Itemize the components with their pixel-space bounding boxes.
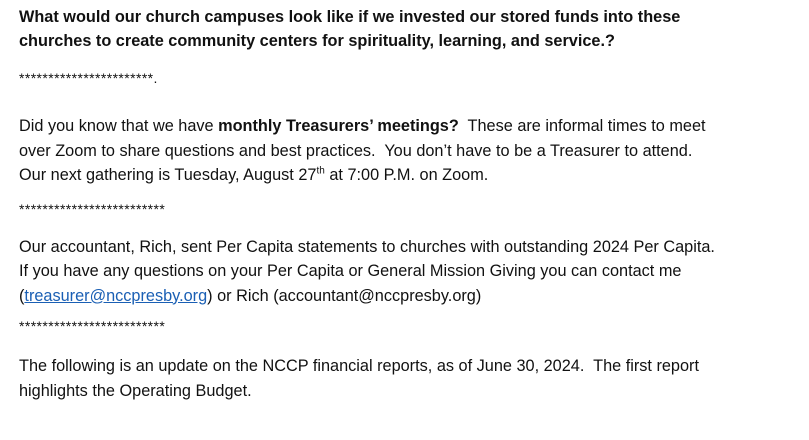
date-ordinal-suffix: th [316, 165, 325, 177]
accountant-contact-text: ) or Rich (accountant@nccpresby.org) [207, 286, 482, 305]
separator-2: ************************* [19, 200, 166, 217]
per-capita-line-2: If you have any questions on your Per Capita or General Mission Giving you can contact me [19, 262, 682, 280]
treasurers-line-1 [19, 114, 804, 139]
per-capita-paragraph [19, 235, 804, 309]
separator-1: ***********************. [19, 70, 158, 86]
treasurers-line-3 [19, 163, 804, 188]
treasurers-meeting-paragraph [19, 114, 804, 188]
treasurers-line-2: over Zoom to share questions and best practices. You don’t have to be a Treasurer to attend. [19, 141, 693, 160]
treasurer-email-link[interactable]: treasurer@nccpresby.org [24, 286, 208, 305]
gathering-time-text: at 7:00 P.M. on Zoom. [324, 166, 489, 184]
paren-open: ( [19, 286, 25, 305]
per-capita-line-3 [19, 284, 804, 309]
newsletter-document [19, 5, 804, 403]
separator-3: ************************* [19, 318, 166, 334]
treasurers-intro: Did you know that we have [19, 117, 219, 135]
financial-report-paragraph [19, 354, 804, 403]
heading-line-1: What would our church campuses look like if we invested our stored funds into these [19, 8, 681, 26]
per-capita-line-1: Our accountant, Rich, sent Per Capita statements to churches with outstanding 2024 Per Capita. [19, 237, 715, 256]
financial-line-1: The following is an update on the NCCP financial reports, as of June 30, 2024. The first report [19, 357, 699, 375]
treasurers-bold-text: monthly Treasurers’ meetings? [218, 117, 459, 135]
treasurers-rest: These are informal times to meet [458, 117, 706, 135]
gathering-date-text: Our next gathering is Tuesday, August 27 [19, 166, 317, 184]
financial-line-2: highlights the Operating Budget. [19, 381, 252, 400]
campus-question-heading [19, 5, 804, 53]
heading-line-2: churches to create community centers for spirituality, learning, and service.? [19, 32, 615, 50]
